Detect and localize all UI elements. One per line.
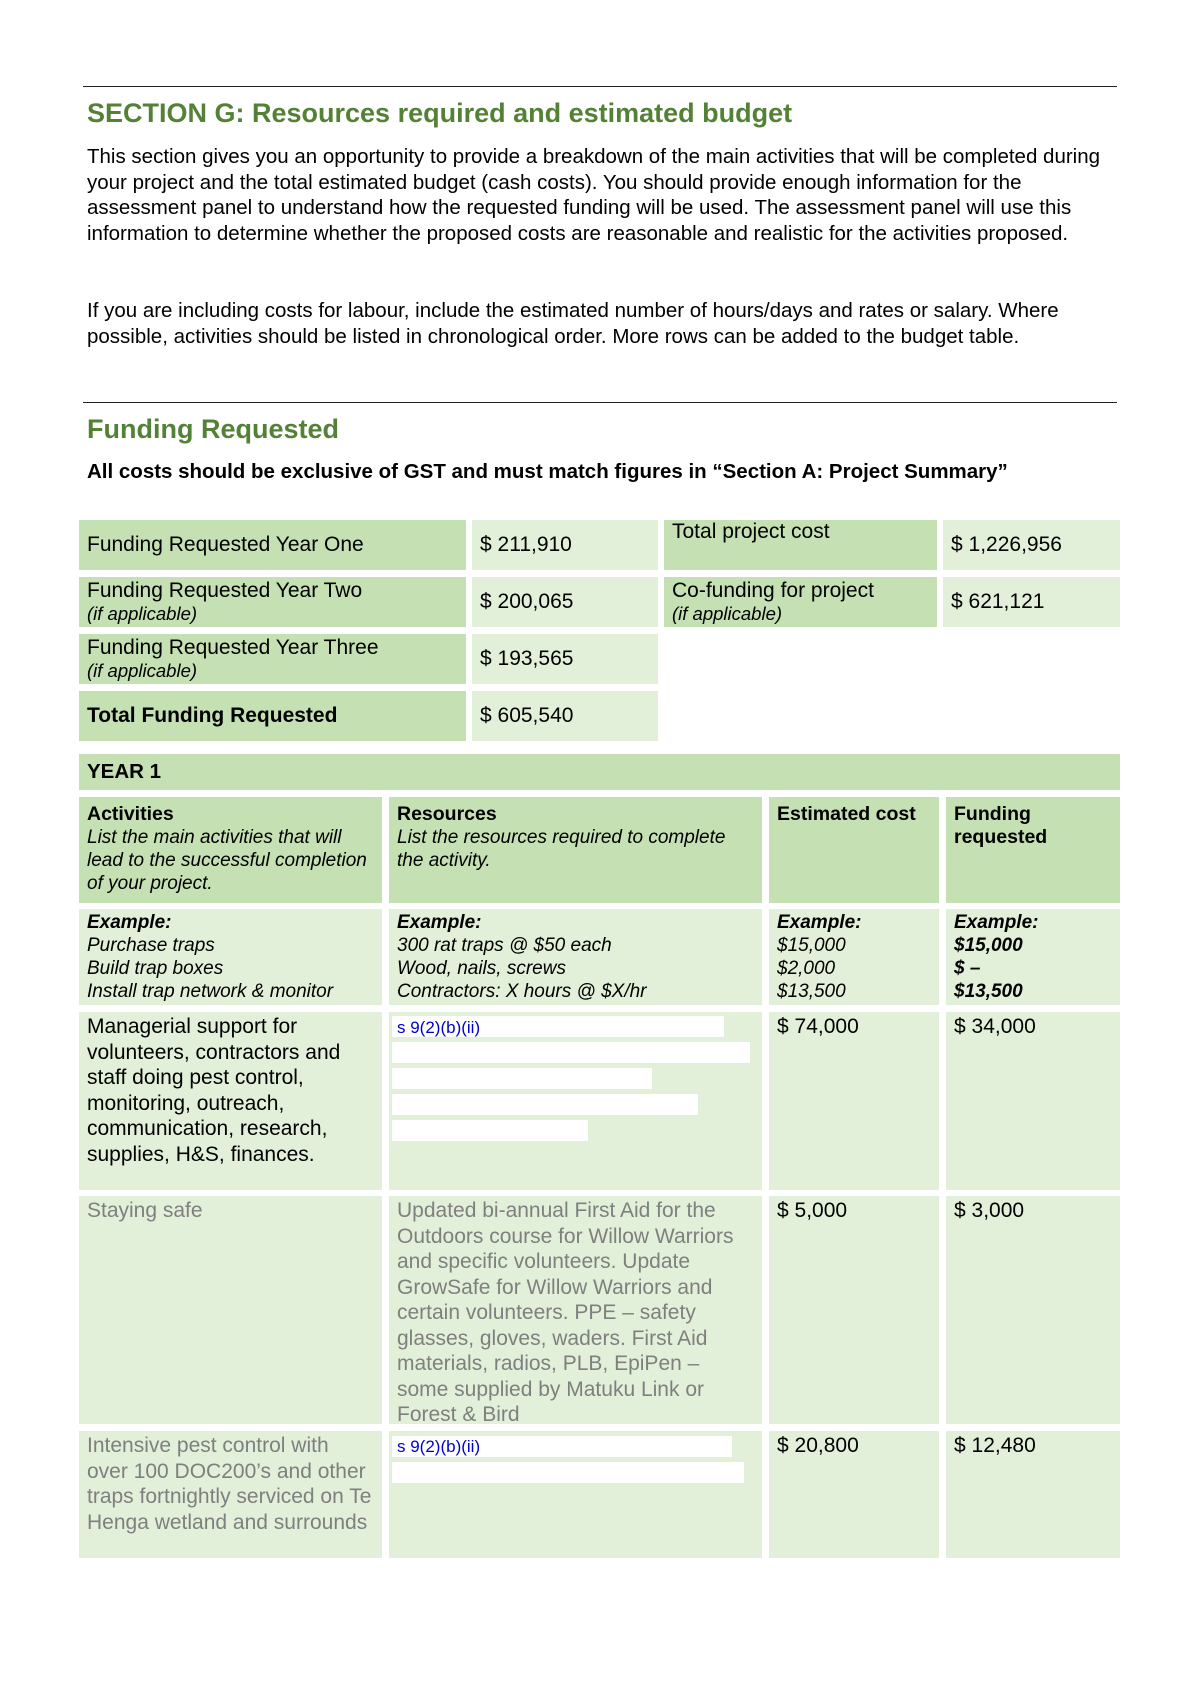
year-three-label: Funding Requested Year Three (if applicable) xyxy=(79,634,466,684)
redaction-code: s 9(2)(b)(ii) xyxy=(397,1437,481,1456)
top-rule xyxy=(83,86,1117,87)
redaction-bar xyxy=(392,1068,652,1089)
header-funding: Funding requested xyxy=(946,797,1120,903)
cofunding-label: Co-funding for project (if applicable) xyxy=(664,577,937,627)
redaction-code: s 9(2)(b)(ii) xyxy=(397,1018,481,1037)
redaction-bar xyxy=(392,1042,750,1063)
cofunding-value: $ 621,121 xyxy=(943,577,1120,627)
row1-cost: $ 74,000 xyxy=(769,1012,939,1190)
project-cost-label: Total project cost xyxy=(664,520,937,570)
year-two-sub: (if applicable) xyxy=(87,603,198,624)
year-one-label: Funding Requested Year One xyxy=(79,520,466,570)
header-activities: Activities List the main activities that will lead to the successful completion of your project. xyxy=(79,797,382,903)
row2-activity: Staying safe xyxy=(79,1196,382,1424)
section-intro-paragraph: This section gives you an opportunity to provide a breakdown of the main activities that will be completed during your project and the total estimated budget (cash costs). You should provide enough information for the assessment panel to understand how the requested funding will be used. The assessment panel will use this information to determine whether the proposed costs are reasonable and realistic for the activities proposed. xyxy=(87,145,1101,245)
funding-title: Funding Requested xyxy=(87,414,339,444)
row2-cost: $ 5,000 xyxy=(769,1196,939,1424)
year-one-value: $ 211,910 xyxy=(472,520,658,570)
project-cost-value: $ 1,226,956 xyxy=(943,520,1120,570)
redaction-bar xyxy=(392,1094,698,1115)
example-cost: Example: $15,000 $2,000 $13,500 xyxy=(769,909,939,1005)
row3-activity: Intensive pest control with over 100 DOC200’s and other traps fortnightly serviced on Te Henga wetland and surrounds xyxy=(79,1431,382,1558)
row2-funding: $ 3,000 xyxy=(946,1196,1120,1424)
row3-cost: $ 20,800 xyxy=(769,1431,939,1558)
total-funding-label: Total Funding Requested xyxy=(79,691,466,741)
header-cost: Estimated cost xyxy=(769,797,939,903)
year-three-sub: (if applicable) xyxy=(87,660,198,681)
example-resources: Example: 300 rat traps @ $50 each Wood, nails, screws Contractors: X hours @ $X/hr xyxy=(389,909,762,1005)
year-two-label: Funding Requested Year Two (if applicable) xyxy=(79,577,466,627)
section-title: SECTION G: Resources required and estimated budget xyxy=(87,98,793,128)
row1-activity: Managerial support for volunteers, contractors and staff doing pest control, monitoring, outreach, communication, research, supplies, H&S, finances. xyxy=(79,1012,382,1190)
redaction-bar xyxy=(392,1462,744,1483)
middle-rule xyxy=(83,402,1117,403)
section-labour-paragraph: If you are including costs for labour, include the estimated number of hours/days and rates or salary. Where possible, activities should be listed in chronological order. More rows can be added to the budget table. xyxy=(87,299,1059,348)
row3-funding: $ 12,480 xyxy=(946,1431,1120,1558)
total-funding-value: $ 605,540 xyxy=(472,691,658,741)
row2-resources: Updated bi-annual First Aid for the Outdoors course for Willow Warriors and specific volunteers. Update GrowSafe for Willow Warriors and certain volunteers. PPE – safety glasses, gloves, waders. First Aid materials, radios, PLB, EpiPen – some supplied by Matuku Link or Forest & Bird xyxy=(389,1196,762,1424)
cofunding-sub: (if applicable) xyxy=(672,603,783,624)
example-activities: Example: Purchase traps Build trap boxes Install trap network & monitor xyxy=(79,909,382,1005)
header-resources: Resources List the resources required to complete the activity. xyxy=(389,797,762,903)
year-three-value: $ 193,565 xyxy=(472,634,658,684)
example-funding: Example: $15,000 $ – $13,500 xyxy=(946,909,1120,1005)
redaction-bar xyxy=(392,1120,588,1141)
row1-funding: $ 34,000 xyxy=(946,1012,1120,1190)
gst-note: All costs should be exclusive of GST and must match figures in “Section A: Project Summary” xyxy=(87,460,1008,483)
year-two-value: $ 200,065 xyxy=(472,577,658,627)
year1-title: YEAR 1 xyxy=(79,754,1120,790)
